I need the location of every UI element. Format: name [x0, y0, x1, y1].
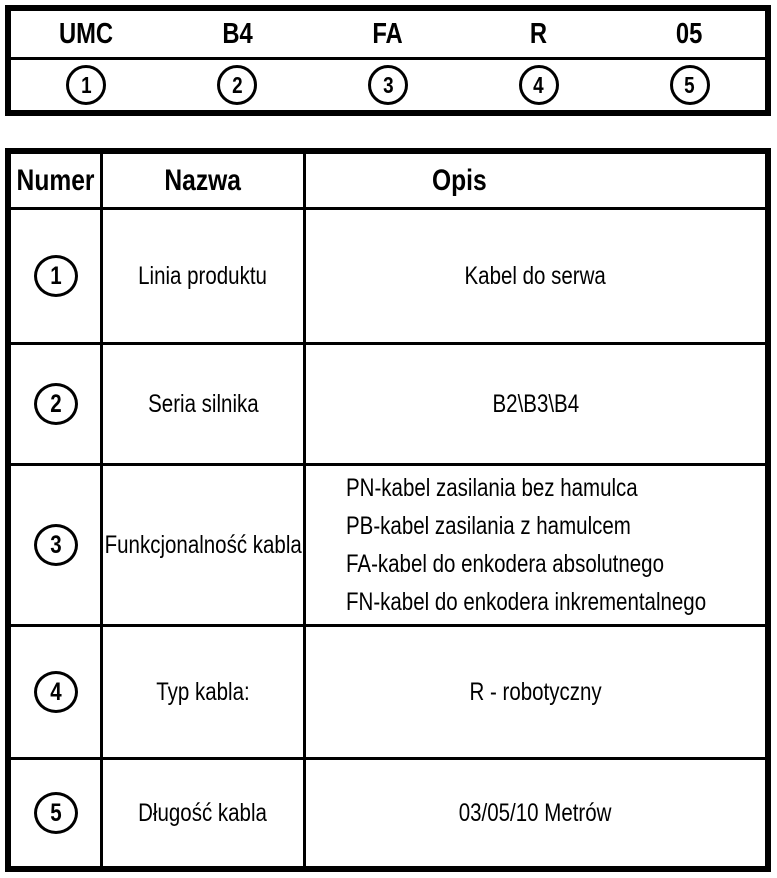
- badge-digit: 4: [49, 677, 62, 706]
- row-1-number-cell: [11, 210, 100, 342]
- naming-legend-table: [5, 148, 771, 872]
- row-2-number-cell: [11, 345, 100, 463]
- badge-cell-1: [11, 65, 162, 105]
- row-5-description-cell: [306, 760, 765, 866]
- circled-number-3: [368, 65, 408, 105]
- table-row-3: [11, 466, 765, 624]
- badge-cell-5: [614, 65, 765, 105]
- badge-cell-2: [162, 65, 313, 105]
- row-description: R - robotyczny: [469, 677, 602, 706]
- badge-digit: 2: [231, 71, 243, 98]
- badge-digit: 3: [49, 530, 62, 559]
- table-row-4: [11, 627, 765, 757]
- row-3-number-cell: [11, 466, 100, 624]
- row-5-number-cell: [11, 760, 100, 866]
- code-segment-1: [11, 18, 162, 51]
- code-label: B4: [221, 17, 253, 50]
- table-header-row: [11, 154, 765, 207]
- row-2-name-cell: [103, 345, 303, 463]
- row-4-number-cell: [11, 627, 100, 757]
- circled-number-5: [670, 65, 710, 105]
- row-description: 03/05/10 Metrów: [459, 798, 612, 827]
- table-row-2: [11, 345, 765, 463]
- row-name: Długość kabla: [138, 798, 268, 827]
- header-numer: [11, 154, 100, 207]
- circled-number-2: [34, 383, 78, 425]
- header-opis: [306, 154, 765, 207]
- header-numer-label: Numer: [16, 163, 95, 197]
- circled-number-4: [34, 671, 78, 713]
- row-1-description-cell: [306, 210, 765, 342]
- row-4-name-cell: [103, 627, 303, 757]
- circled-number-3: [34, 524, 78, 566]
- code-label: FA: [372, 17, 404, 50]
- code-label: R: [530, 17, 548, 50]
- circled-number-4: [519, 65, 559, 105]
- code-segment-5: [614, 18, 765, 51]
- row-description-line-3: FA-kabel do enkodera absolutnego: [346, 550, 664, 578]
- circled-number-1: [34, 255, 78, 297]
- row-5-name-cell: [103, 760, 303, 866]
- row-description-line-4: FN-kabel do enkodera inkrementalnego: [346, 588, 707, 616]
- code-segment-3: [313, 18, 464, 51]
- code-segment-4: [463, 18, 614, 51]
- row-3-name-cell: [103, 466, 303, 624]
- badge-digit: 1: [49, 261, 62, 290]
- row-1-name-cell: [103, 210, 303, 342]
- row-3-description-cell: [306, 466, 777, 624]
- header-nazwa-label: Nazwa: [164, 163, 242, 197]
- row-4-description-cell: [306, 627, 765, 757]
- circled-number-1: [66, 65, 106, 105]
- badge-digit: 3: [382, 71, 394, 98]
- row-2-description-cell: [306, 345, 765, 463]
- row-name: Seria silnika: [147, 389, 259, 418]
- row-description-line-2: PB-kabel zasilania z hamulcem: [346, 512, 631, 540]
- circled-number-5: [34, 792, 78, 834]
- badge-digit: 2: [49, 389, 62, 418]
- badge-cell-4: [463, 65, 614, 105]
- badge-row: [11, 60, 765, 110]
- product-code-box: [5, 5, 771, 116]
- row-name: Linia produktu: [138, 261, 268, 290]
- row-description-line-1: PN-kabel zasilania bez hamulca: [346, 474, 638, 502]
- circled-number-2: [217, 65, 257, 105]
- row-name: Funkcjonalność kabla: [104, 530, 302, 559]
- header-opis-label: Opis: [432, 163, 487, 197]
- row-name: Typ kabla:: [156, 677, 250, 706]
- code-label: 05: [676, 17, 703, 50]
- badge-digit: 4: [533, 71, 545, 98]
- badge-digit: 1: [81, 71, 92, 98]
- row-description: B2\B3\B4: [492, 389, 579, 418]
- badge-digit: 5: [684, 71, 695, 98]
- code-label: UMC: [59, 17, 114, 50]
- code-row: [11, 11, 765, 57]
- code-segment-2: [162, 18, 313, 51]
- badge-digit: 5: [49, 798, 62, 827]
- table-row-5: [11, 760, 765, 866]
- table-row-1: [11, 210, 765, 342]
- header-nazwa: [103, 154, 303, 207]
- row-description: Kabel do serwa: [464, 261, 607, 290]
- badge-cell-3: [313, 65, 464, 105]
